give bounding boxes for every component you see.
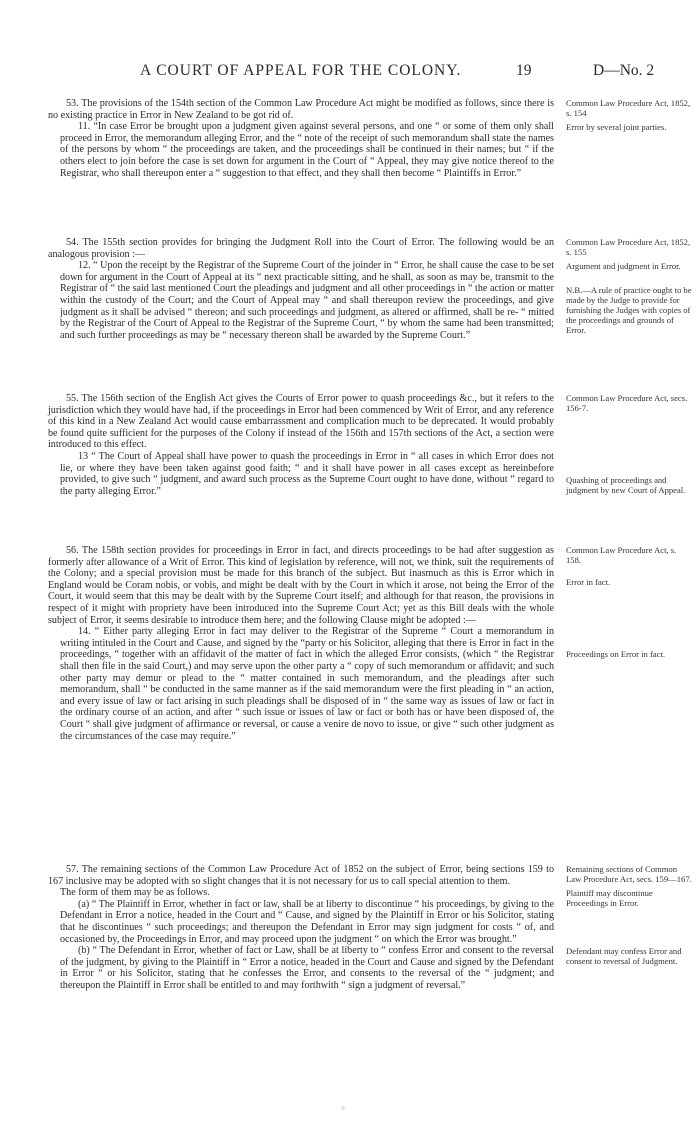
margin-note: Error in fact. [566, 577, 611, 587]
margin-note: Error by several joint parties. [566, 122, 667, 132]
clause-paragraph: (b) “ The Defendant in Error, whether of fact or Law, shall be at liberty to “ confess Error and consent to the reversal of the judgment, by giving to the Plaintiff in “ Error a notice, headed in the Court and Cause and signed by the Defendant in Error “ or his Solicitor, stating that he confesses the Error, and consents to the reversal of the “ judgment; and thereupon the Plaintiff in Error shall be entitled to and may forthwith “ sign a judgment of reversal.” [60, 945, 554, 991]
margin-note: Common Law Procedure Act, secs. 156-7. [566, 393, 688, 413]
section-paragraph: The form of them may be as follows. [60, 887, 210, 899]
section-55 [48, 393, 554, 497]
clause-paragraph: 12. “ Upon the receipt by the Registrar of the Supreme Court of the joinder in “ Error, he shall cause the case to be set down for argument in the Court of Appeal at its “ next practicable sitting, and he shall, as soon as may be, transmit to the Registrar of “ the said last mentioned Court the pleadings and judgment and all other proceedings in “ the action or matter within the custody of the Court; and the Court of Appeal may “ and shall thereupon review the proceedings, and give judgment as it shall be advised “ thereon; and such proceedings and judgment, as altered or affirmed, shall be re- “ mitted by the Registrar of the Court of Appeal to the Registrar of the Supreme Court, “ by whom the same had been transmitted; and such further proceedings as may be “ necessary thereon shall be awarded by the Supreme Court.” [60, 260, 554, 341]
margin-notes-55 [566, 393, 692, 495]
section-paragraph: 55. The 156th section of the English Act gives the Courts of Error power to quash proceedings &c., but it refers to the jurisdiction which they would have had, if the proceedings in Error had been commenced by Writ of Error, and any reference of this kind in a New Zealand Act would cause embarrassment and complication much to be deprecated. It would probably be found quite sufficient for the purposes of the Colony if instead of the 156th and 157th sections of the Act, a section were introduced to this effect. [48, 393, 554, 451]
section-56 [48, 545, 554, 742]
margin-notes-57 [566, 864, 692, 966]
page-title: A COURT OF APPEAL FOR THE COLONY. [140, 62, 462, 79]
margin-notes-53 [566, 98, 692, 132]
margin-note: N.B.—A rule of practice ought to be made by the Judge to provide for furnishing the Judges with copies of the proceedings and grounds of Error. [566, 285, 692, 335]
margin-note: Common Law Procedure Act, 1852, s. 155 [566, 237, 691, 257]
section-53 [48, 98, 554, 179]
margin-notes-54 [566, 237, 692, 335]
margin-note: Plaintiff may discontinue Proceedings in Error. [566, 888, 653, 908]
margin-note: Argument and judgment in Error. [566, 261, 681, 271]
clause-paragraph: (a) “ The Plaintiff in Error, whether in fact or law, shall be at liberty to discontinue “ his proceedings, by giving to the Defendant in Error a notice, headed in the Court and “ Cause, and signed by the Plaintiff in Error or his Solicitor, stating that he discontinues “ such proceedings; and thereupon the Defendant in Error may sign judgment for costs “ of, and occasioned by, the Proceedings in Error, and may proceed upon the judgment “ on which the Error was brought.” [60, 898, 554, 945]
clause-paragraph: 11. “In case Error be brought upon a judgment given against several persons, and one “ or some of them only shall proceed in Error, the memorandum alleging Error, and the “ note of the receipt of such memorandum shall state the names of the persons by whom “ the proceedings are taken, and the proceedings shall be continued in their names; but “ if the others elect to join before the case is set down for argument in the Court of “ Appeal, they may give notice thereof to the Registrar, who shall thereupon enter a “ suggestion to that effect, and they shall then become “ Plaintiffs in Error.” [60, 121, 554, 179]
page-number: 19 [516, 62, 532, 79]
margin-note: Defendant may confess Error and consent to reversal of Judgment. [566, 946, 682, 966]
margin-note: Common Law Procedure Act, s. 158. [566, 545, 677, 565]
clause-paragraph: 13 “ The Court of Appeal shall have power to quash the proceedings in Error in “ all cases in which Error does not lie, or where they have been taken against good faith; “ and it shall have power in all cases except as hereinbefore provided, to give such “ judgment, and award such process as the Supreme Court ought to have done, without “ regard to the party alleging Error.” [60, 450, 554, 497]
section-paragraph: 57. The remaining sections of the Common Law Procedure Act of 1852 on the subject of Error, being sections 159 to 167 inclusive may be adopted with so slight changes that it is not necessary for us to call special attention to them. [48, 864, 554, 887]
section-paragraph: 56. The 158th section provides for proceedings in Error in fact, and directs proceedings to be had after suggestion as formerly after allowance of a Writ of Error. This kind of legislation by reference, will not, we think, suit the requirements of the Colony; and a special provision must be made for this branch of the subject. But inasmuch as this is Error which in England would be Coram nobis, or vobis, and might be dealt with by the Court in which it arose, not being the Error of the Court, it would seem that this may be dealt with by the Supreme Court itself; and although for that reason, the provisions in respect of it might with propriety have been introduced into the Supreme Court Act; yet as this Bill deals with the whole subject of Error, it seems desirable to introduce them here; and the following Clause might be adopted :— [48, 545, 554, 626]
margin-note: Proceedings on Error in fact. [566, 649, 666, 659]
margin-note: Common Law Procedure Act, 1852, s. 154 [566, 98, 691, 118]
document-reference: D—No. 2 [593, 62, 655, 79]
section-54 [48, 237, 554, 341]
section-57 [48, 864, 554, 992]
margin-notes-56 [566, 545, 692, 659]
margin-note: Quashing of proceedings and judgment by new Court of Appeal. [566, 475, 686, 495]
section-paragraph: 54. The 155th section provides for bringing the Judgment Roll into the Court of Error. The following would be an analogous provision :— [48, 237, 554, 260]
scan-mark: ⋄ [340, 1104, 346, 1114]
clause-paragraph: 14. “ Either party alleging Error in fact may deliver to the Registrar of the Supreme “ Court a memorandum in writing intituled in the Court and Cause, and signed by the “party or his Solicitor, alleging that there is Error in fact in the proceedings, “ together with an affidavit of the matter of fact in which the alleged Error consists, (which “ the Registrar shall then file in the said Court,) and may serve upon the other party a “ copy of such memorandum or affidavit; and such other party may demur or plead to the “ matter contained in such memorandum, and the pleadings after such memorandum, shall “ be conducted in the same manner as if the said memorandum were the first pleading in “ an action, and every issue of law or fact arising in such pleadings shall be disposed of in “ the same way as issues of law or fact in the ordinary course of an action, and after “ such issue or issues of law or fact or both has or have been disposed of, the Court “ shall give judgment of affirmance or reversal, or cause a venire de novo to issue, or give “ such other judgment as the circumstances of the case may require.” [60, 626, 554, 742]
section-paragraph: 53. The provisions of the 154th section of the Common Law Procedure Act might be modified as follows, since there is no existing practice in Error in New Zealand to be got rid of. [48, 98, 554, 121]
page-header [0, 62, 700, 82]
margin-note: Remaining sections of Common Law Procedure Act, secs. 159—167. [566, 864, 692, 884]
